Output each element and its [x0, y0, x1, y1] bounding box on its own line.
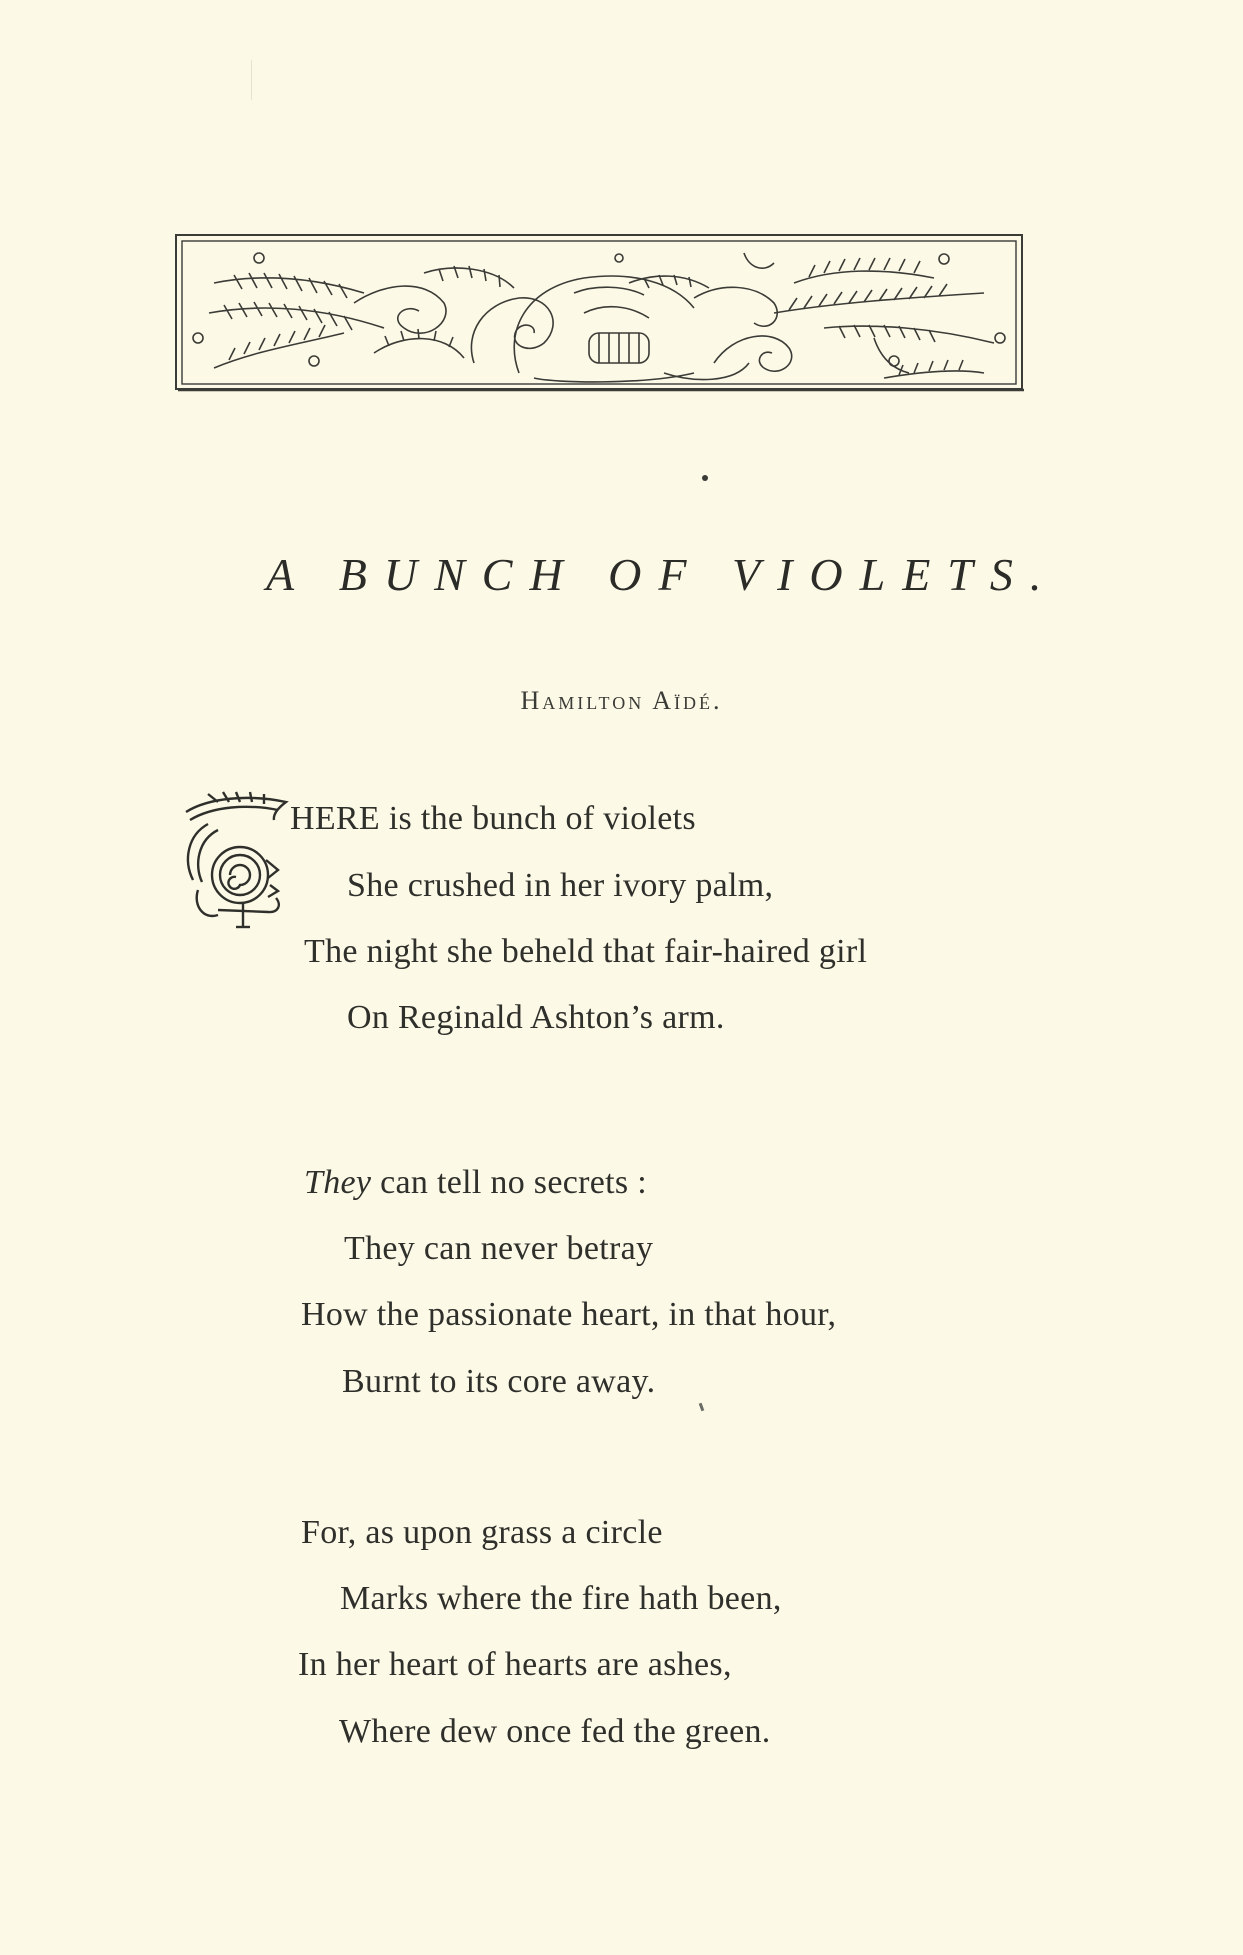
poem-author: Hamilton Aïdé.	[520, 686, 723, 715]
stanza2-line2: They can never betray	[344, 1230, 654, 1267]
stanza3-line1: For, as upon grass a circle	[301, 1514, 663, 1551]
stanza3-line2: Marks where the fire hath been,	[340, 1580, 782, 1617]
stanza3-line4: Where dew once fed the green.	[339, 1713, 771, 1750]
stanza1-line3: The night she beheld that fair-haired girl	[304, 933, 868, 970]
stanza2-line1-rest: can tell no secrets :	[371, 1164, 647, 1201]
stanza2-line3: How the passionate heart, in that hour,	[301, 1296, 837, 1333]
stanza1-line4: On Reginald Ashton’s arm.	[347, 999, 725, 1036]
decorated-initial-icon	[178, 790, 290, 930]
paper-mark	[251, 60, 252, 100]
stanza2-line4: Burnt to its core away.	[342, 1363, 656, 1400]
ink-speck	[699, 1403, 705, 1412]
stanza3-line3: In her heart of hearts are ashes,	[298, 1646, 732, 1683]
stanza1-line2: She crushed in her ivory palm,	[347, 867, 774, 904]
stanza1-line1: HERE is the bunch of violets	[290, 800, 696, 837]
stanza2-line1-italic: They	[304, 1164, 372, 1201]
poem-title: A BUNCH OF VIOLETS.	[266, 549, 1059, 600]
ornamental-headpiece	[174, 233, 1026, 393]
ornament-dot	[702, 475, 708, 481]
stanza2-line1	[304, 1163, 647, 1203]
